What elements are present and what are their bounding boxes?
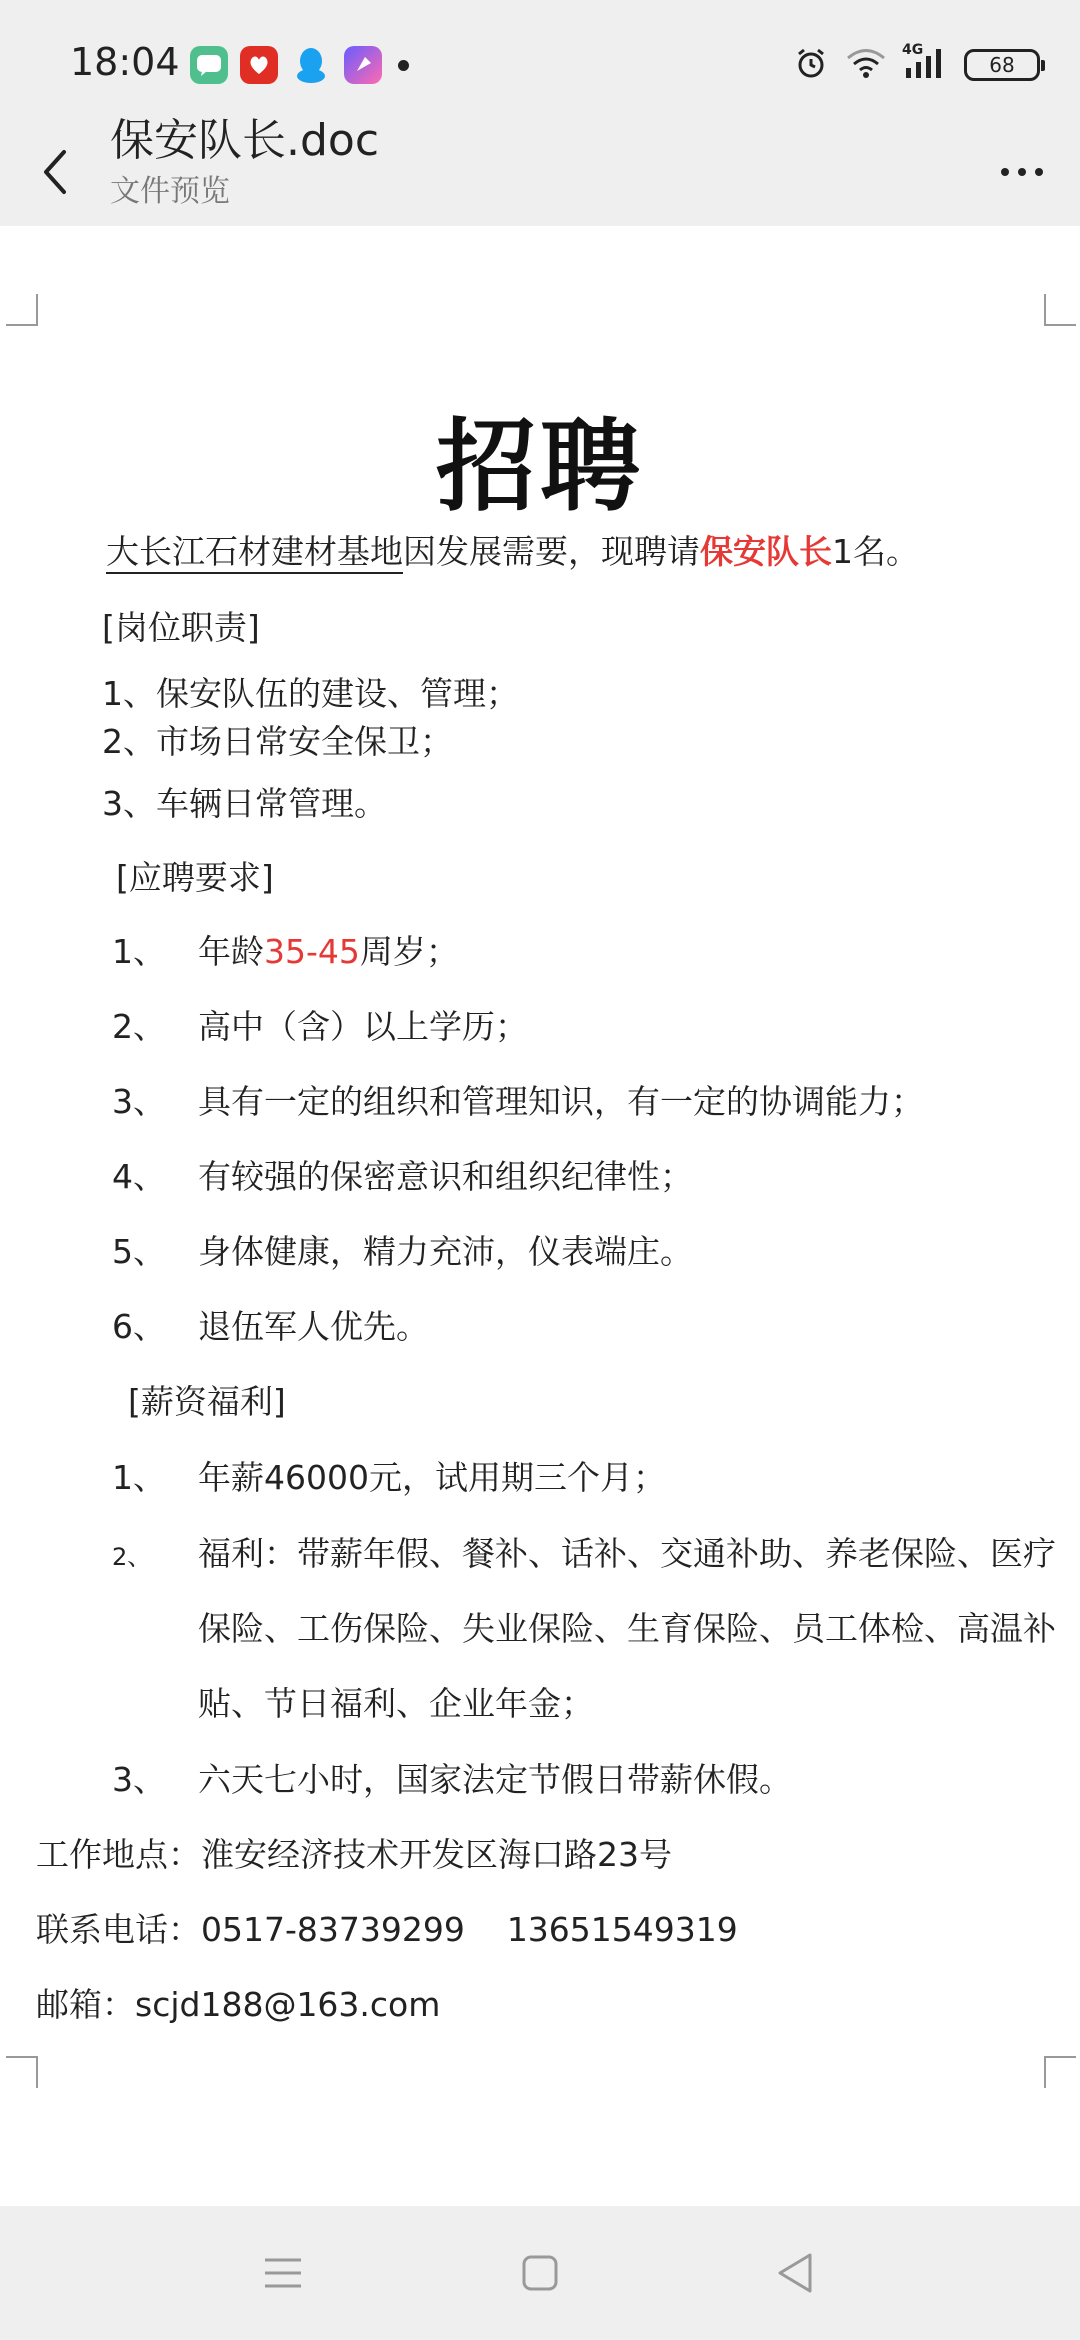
position-name: 保安队长 [700, 532, 832, 571]
item-number: 3、 [112, 1760, 166, 1799]
home-button[interactable] [505, 2238, 575, 2308]
back-button[interactable] [28, 132, 82, 212]
age-range: 35-45 [264, 932, 360, 971]
benefits-title: [薪资福利] [128, 1382, 286, 1421]
requirement-item [112, 1230, 693, 1274]
triangle-back-icon [776, 2252, 814, 2294]
more-dots-icon [1001, 168, 1009, 176]
benefit-text: 六天七小时，国家法定节假日带薪休假。 [198, 1760, 792, 1799]
benefit-item [112, 1758, 792, 1802]
signal-icon [902, 42, 946, 84]
more-dot [1035, 168, 1043, 176]
item-number: 2、 [112, 1543, 152, 1571]
status-indicators [794, 42, 1040, 88]
requirement-item [112, 1005, 528, 1049]
document-preview[interactable] [0, 226, 1080, 2206]
req-text: 具有一定的组织和管理知识，有一定的协调能力； [198, 1082, 924, 1121]
status-bar [0, 0, 1080, 120]
benefit-welfare-text: 福利：带薪年假、餐补、话补、交通补助、养老保险、医疗保险、工伤保险、失业保险、生育保险、员工体检、高温补贴、节日福利、企业年金； [198, 1534, 1056, 1723]
app-store-icon [344, 46, 382, 84]
requirements-title: [应聘要求] [116, 858, 274, 897]
contact-phone: 联系电话：0517-83739299 13651549319 [36, 1910, 738, 1949]
req-text: 退伍军人优先。 [198, 1307, 429, 1346]
status-time: 18:04 [70, 40, 180, 84]
item-number: 5、 [112, 1232, 166, 1271]
intro-line [106, 530, 919, 574]
crop-mark [6, 294, 38, 326]
item-number: 6、 [112, 1307, 166, 1346]
menu-icon [263, 2256, 303, 2290]
crop-mark [1044, 2056, 1076, 2088]
system-nav-bar [0, 2206, 1080, 2340]
item-number: 1、 [112, 1458, 166, 1497]
duty-item: 2、市场日常安全保卫； [102, 722, 453, 761]
item-number: 1、 [112, 932, 166, 971]
req-text: 周岁； [359, 932, 459, 971]
contact-email: 邮箱：scjd188@163.com [36, 1985, 441, 2024]
qq-app-icon [292, 46, 330, 84]
notification-dot [398, 60, 409, 71]
crop-mark [1044, 294, 1076, 326]
req-text: 有较强的保密意识和组织纪律性； [198, 1157, 693, 1196]
company-name: 大长江石材建材基地 [106, 532, 403, 574]
network-type: 4G [902, 42, 924, 58]
duty-item: 1、保安队伍的建设、管理； [102, 674, 519, 713]
shopping-app-icon [240, 46, 278, 84]
document-title: 保安队长.doc [110, 115, 380, 166]
battery-level: 68 [989, 53, 1015, 77]
item-number: 3、 [112, 1082, 166, 1121]
req-text: 年龄 [198, 932, 264, 971]
more-options-button[interactable] [992, 142, 1052, 202]
square-icon [521, 2254, 559, 2292]
crop-mark [6, 2056, 38, 2088]
duty-item: 3、车辆日常管理。 [102, 784, 387, 823]
title-block [110, 115, 380, 212]
recent-apps-button[interactable] [248, 2238, 318, 2308]
req-text: 身体健康，精力充沛，仪表端庄。 [198, 1232, 693, 1271]
requirement-item [112, 1305, 429, 1349]
more-dot [1018, 168, 1026, 176]
alarm-icon [794, 46, 828, 84]
requirement-item [112, 1080, 924, 1124]
item-number: 4、 [112, 1157, 166, 1196]
chat-app-icon [190, 46, 228, 84]
battery-icon [964, 49, 1040, 81]
benefit-text: 年薪46000元，试用期三个月； [198, 1458, 666, 1497]
intro-mid: 因发展需要，现聘请 [403, 532, 700, 571]
document-subtitle: 文件预览 [110, 174, 230, 209]
requirement-item [112, 1155, 693, 1199]
document-headline: 招聘 [436, 408, 644, 525]
wifi-icon [846, 47, 886, 83]
work-location: 工作地点：淮安经济技术开发区海口路23号 [36, 1835, 672, 1874]
benefit-item-number [112, 1532, 198, 1579]
req-text: 高中（含）以上学历； [198, 1007, 528, 1046]
benefit-item [112, 1456, 666, 1500]
duties-title: [岗位职责] [102, 608, 260, 647]
requirement-item [112, 930, 459, 974]
app-header [0, 115, 1080, 226]
nav-back-button[interactable] [760, 2238, 830, 2308]
chevron-left-icon [40, 148, 70, 196]
item-number: 2、 [112, 1007, 166, 1046]
intro-tail: 1名。 [832, 532, 919, 571]
